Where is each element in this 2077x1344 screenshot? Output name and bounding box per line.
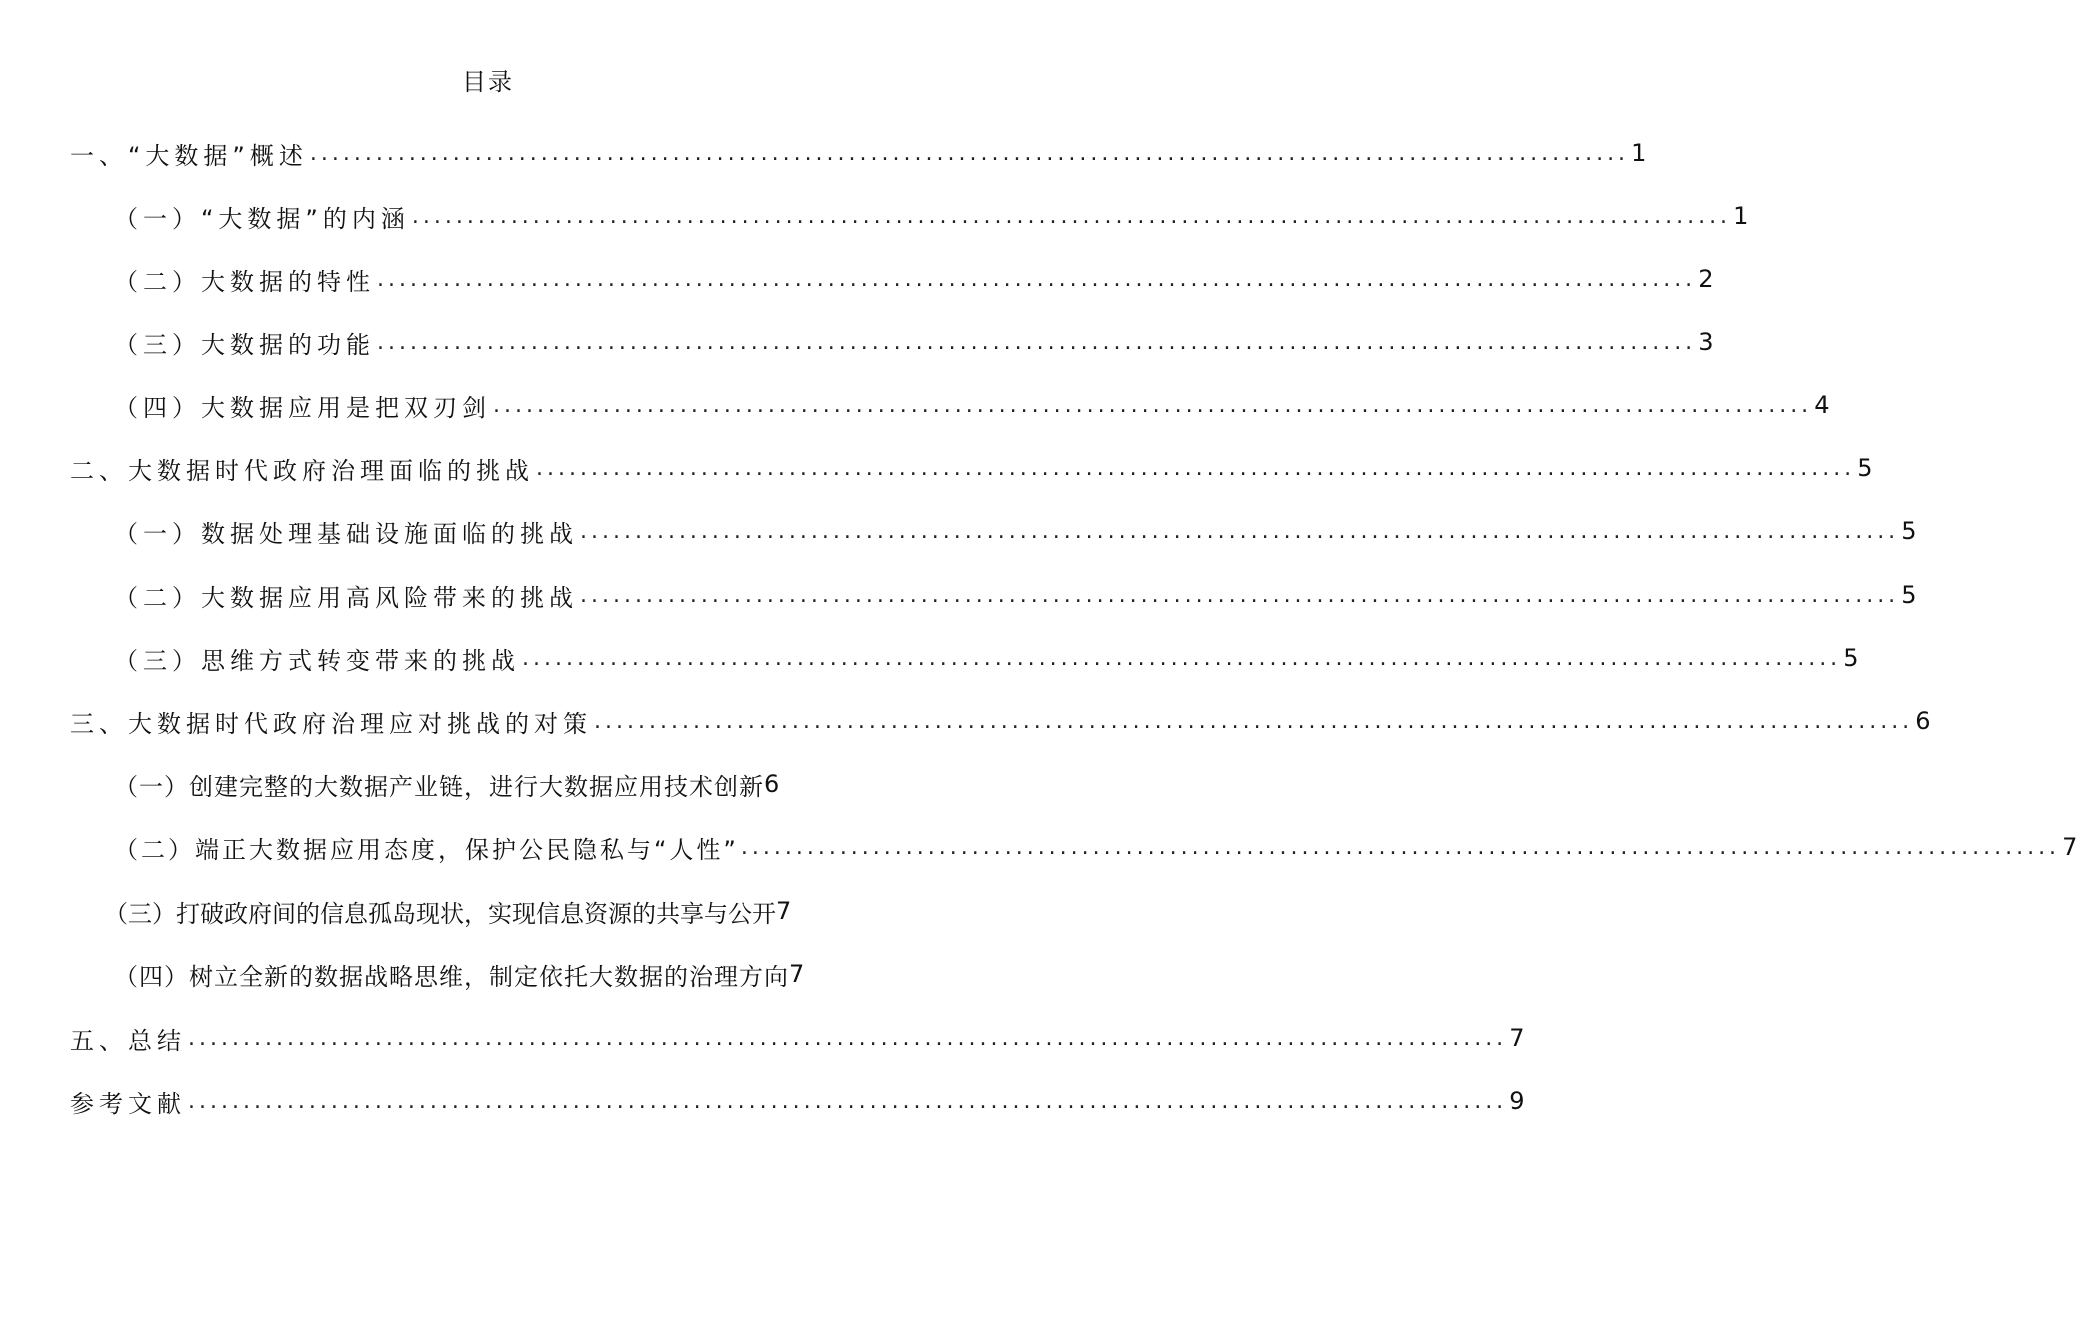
toc-entry-2-2[interactable] (114, 577, 1917, 613)
toc-entry-label: （一）创建完整的大数据产业链，进行大数据应用技术创新 (114, 772, 764, 801)
toc-entry-2-1[interactable] (114, 513, 1917, 549)
toc-page-number: 5 (1901, 581, 1917, 609)
toc-entry-label: （四）树立全新的数据战略思维，制定依托大数据的治理方向 (114, 962, 789, 991)
toc-entry-label: 一、“大数据”概述 (70, 141, 308, 170)
toc-entry-label: （二）大数据的特性 (114, 267, 375, 296)
toc-page-number: 5 (1857, 454, 1873, 482)
toc-entry-label: （四）大数据应用是把双刃剑 (114, 393, 491, 422)
toc-leader-dots: ........................................................................................................................ (309, 140, 1630, 166)
toc-entry-label: 三、大数据时代政府治理应对挑战的对策 (70, 709, 592, 738)
toc-entry-label: 二、大数据时代政府治理面临的挑战 (70, 456, 534, 485)
toc-page-number: 1 (1733, 202, 1749, 230)
toc-page-number: 6 (1915, 707, 1931, 735)
toc-entry-label: 参考文献 (70, 1089, 186, 1118)
toc-entry-1-4[interactable] (114, 387, 1830, 423)
toc-entry-2[interactable] (70, 450, 1873, 486)
toc-entry-label: （一）“大数据”的内涵 (114, 204, 410, 233)
toc-entry-1-2[interactable] (114, 261, 1714, 297)
toc-page-number: 9 (1509, 1087, 1525, 1115)
toc-leader-dots: ........................................................................................................................ (536, 455, 1856, 481)
toc-entry-references[interactable] (70, 1083, 1525, 1119)
toc-page-number: 7 (776, 897, 792, 925)
toc-leader-dots: ........................................................................................................................ (522, 645, 1842, 671)
toc-entry-1-3[interactable] (114, 324, 1714, 360)
toc-entry-1[interactable] (70, 135, 1647, 171)
toc-leader-dots: ........................................................................................................................ (580, 582, 1900, 608)
toc-entry-label: （三）大数据的功能 (114, 330, 375, 359)
toc-entry-label: （一）数据处理基础设施面临的挑战 (114, 519, 578, 548)
toc-leader-dots: ........................................................................................................................ (188, 1025, 1508, 1051)
toc-page-number: 4 (1814, 391, 1830, 419)
toc-page-number: 2 (1698, 265, 1714, 293)
toc-title: 目录 (462, 68, 514, 96)
toc-entry-3-2[interactable] (114, 829, 2077, 865)
toc-page-number: 7 (2062, 833, 2077, 861)
toc-leader-dots: ........................................................................................................................ (377, 266, 1697, 292)
toc-leader-dots: ........................................................................................................................ (740, 834, 2061, 860)
toc-entry-label: （二）端正大数据应用态度，保护公民隐私与“人性” (114, 835, 739, 864)
toc-leader-dots: ........................................................................................................................ (377, 329, 1697, 355)
toc-page-number: 5 (1843, 644, 1859, 672)
toc-leader-dots: ........................................................................................................................ (188, 1088, 1508, 1114)
toc-entry-3[interactable] (70, 703, 1931, 739)
toc-page-number: 7 (789, 960, 805, 988)
toc-leader-dots: ........................................................................................................................ (580, 518, 1900, 544)
toc-entry-3-1[interactable] (114, 766, 834, 802)
toc-entry-3-4[interactable] (114, 956, 834, 992)
toc-entry-label: （三）思维方式转变带来的挑战 (114, 646, 520, 675)
toc-entry-1-1[interactable] (114, 198, 1749, 234)
toc-entry-label: （二）大数据应用高风险带来的挑战 (114, 583, 578, 612)
toc-entry-2-3[interactable] (114, 640, 1859, 676)
toc-entry-label: 五、总结 (70, 1026, 186, 1055)
toc-page-number: 1 (1631, 139, 1647, 167)
toc-page-number: 5 (1901, 517, 1917, 545)
toc-page-number: 6 (764, 770, 780, 798)
toc-entry-5[interactable] (70, 1020, 1525, 1056)
toc-page-number: 7 (1509, 1024, 1525, 1052)
toc-entry-3-3[interactable] (104, 893, 864, 929)
toc-leader-dots: ........................................................................................................................ (493, 392, 1813, 418)
toc-leader-dots: ........................................................................................................................ (594, 708, 1914, 734)
toc-page-number: 3 (1698, 328, 1714, 356)
toc-entry-label: （三）打破政府间的信息孤岛现状，实现信息资源的共享与公开 (104, 899, 776, 928)
toc-leader-dots: ........................................................................................................................ (411, 203, 1732, 229)
